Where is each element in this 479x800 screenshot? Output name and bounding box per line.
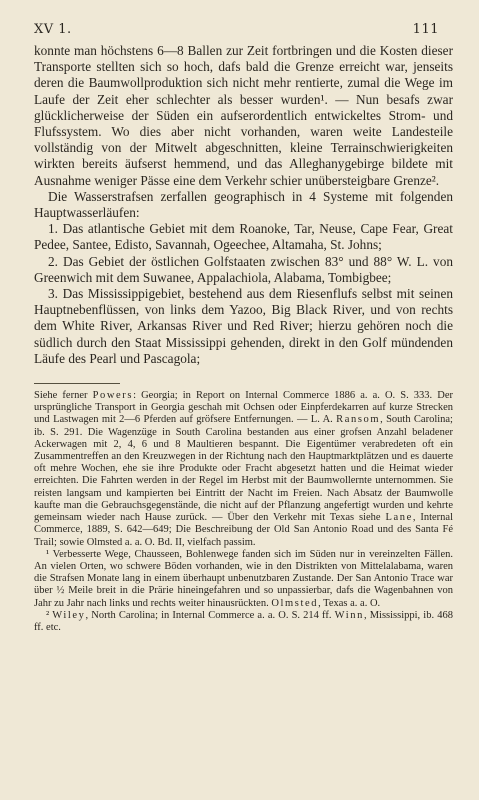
paragraph-waterways-intro: Die Wasserstrafsen zerfallen geographisch in 4 Systeme mit folgenden Hauptwasserläufen: — [34, 188, 453, 221]
footnote-continued: Siehe ferner Powers: Georgia; in Report on Internal Commerce 1886 a. a. O. S. 333. Der ursprüngliche Transport in Georgia geschah mit Ochsen oder Einpferdekarren auf kurze Strecken und Lastwagen mit 2—6 Pferden auf gröfsere Entfernungen. — L. A. Ransom, South Carolina; ib. S. 291. Die Wagenzüge in South Carolina bestanden aus einer grofsen Anzahl beladener Ackerwagen mit 2, 4, 6 und 8 Maultieren bespannt. Die Eigentümer verabredeten oft ein Zusammentreffen an den Kreuzwegen in der Richtung nach den Hauptmarktplätzen und es dauerte oft mehre Wochen, ehe sie ihre Produkte oder Fracht abgesetzt hatten und die Heimat wieder erreichten. Die Fahrten werden in der Regel im Herbst mit der Baumwollernte unternommen. Sie reisten langsam und kampierten bei Eintritt der Nacht im Freien. Nach Absatz der Baumwolle kaufte man die Gebrauchsgegenstände, die nicht auf der Pflanzung angefertigt wurden und kehrte gemeinsam wieder nach Hause zurück. — Über den Verkehr mit Texas siehe Lane, Internal Commerce, 1889, S. 642—649; Die Beschreibung der Old San Antonio Road und des Santa Fé Trail; sowie Olmsted a. a. O. Bd. II, vielfach passim. — [34, 390, 454, 548]
page-number: 111 — [412, 22, 439, 37]
chapter-marker: XV 1. — [34, 22, 72, 37]
list-item-atlantic: 1. Das atlantische Gebiet mit dem Roanoke, Tar, Neuse, Cape Fear, Great Pedee, Santee, Edisto, Savannah, Ogeechee, Altamaha, St. Johns; — [34, 221, 453, 253]
main-text — [34, 43, 453, 367]
list-item-gulf-states: 2. Das Gebiet der östlichen Golfstaaten zwischen 83° und 88° W. L. von Greenwich mit dem Suwanee, Appalachiola, Alabama, Tombigbee; — [34, 253, 453, 285]
paragraph-transport-costs: konnte man höchstens 6—8 Ballen zur Zeit fortbringen und die Kosten dieser Transporte stellten sich so hoch, dafs bald die Grenze erreicht war, jenseits deren die Baumwollproduktion sich nicht mehr rentierte, zumal die Wege im Laufe der Zeit eher schlechter als besser wurden¹. — Nun besafs zwar glücklicherweise der Süden ein aufserordentlich entwickeltes Strom- und Flufssystem. Wo dies aber nicht vorhanden, waren weite Landesteile vollständig von der Mitwelt abgeschnitten, kleine Terrainschwierigkeiten wirkten bereits äufserst hemmend, und das Alleghanygebirge bildete mit Ausnahme weniger Pässe eine dem Verkehr schier unübersteigbare Grenze². — [34, 43, 453, 188]
list-item-mississippi: 3. Das Mississippigebiet, bestehend aus dem Riesenflufs selbst mit seinen Hauptnebenflüssen, von links dem Yazoo, Big Black River, und von rechts dem White River, Arkansas River und Red River; hierzu gehören noch die südlich durch den Staat Mississippi gehenden, direkt in den Golf mündenden Läufe des Pearl und Pascagola; — [34, 286, 453, 366]
footnotes — [34, 390, 453, 634]
footnote-1: ¹ Verbesserte Wege, Chausseen, Bohlenwege fanden sich im Süden nur in vereinzelten Fällen. An vielen Orten, wo schwere Böden vorhanden, wie in den Distrikten von Mittelalabama, waren die Strafsen Monate lang in einem überhaupt unbenutzbaren Zustande. Der San Antonio Trace war über ½ Meile breit in die Prärie hineingefahren und so unpassierbar, dafs die Wagenbahnen von Jahr zu Jahr nach links und rechts weiter hinausrückten. Olmsted, Texas a. a. O. — [34, 548, 453, 609]
running-header — [34, 22, 453, 37]
footnote-separator — [34, 383, 120, 384]
footnote-2: ² Wiley, North Carolina; in Internal Commerce a. a. O. S. 214 ff. Winn, Mississippi, ib. 468 ff. etc. — [34, 609, 453, 633]
